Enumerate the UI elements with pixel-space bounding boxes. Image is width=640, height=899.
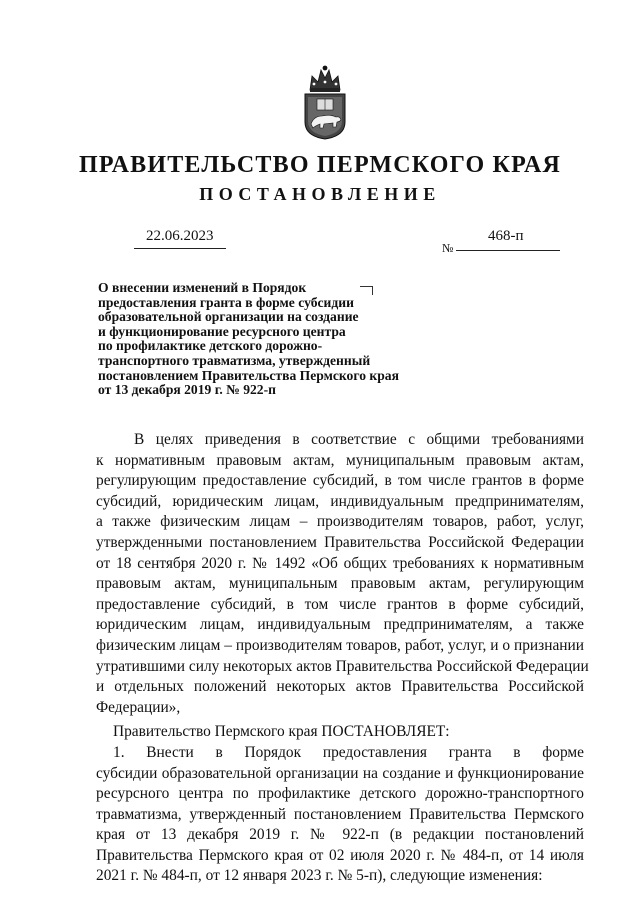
body-line: к нормативным правовым актам, муниципальным правовым актам,: [96, 451, 584, 469]
number-underline: [456, 250, 560, 251]
body-line: Федерации»,: [96, 698, 181, 716]
date-underline: [134, 248, 226, 249]
subject-line: от 13 декабря 2019 г. № 922-п: [98, 382, 276, 398]
resolution-statement: Правительство Пермского края ПОСТАНОВЛЯЕТ:: [113, 723, 450, 741]
body-line: 1. Внести в Порядок предоставления гранта в форме: [113, 743, 584, 761]
body-line: а также физическим лицам – производителям товаров, работ, услуг,: [96, 513, 584, 531]
body-line: правовым актам, муниципальным правовым актам, регулирующим: [96, 575, 584, 593]
body-line: от 18 сентября 2020 г. № 1492 «Об общих требованиях к нормативным: [96, 554, 584, 572]
document-type: ПОСТАНОВЛЕНИЕ: [199, 184, 441, 204]
perm-krai-coat-of-arms-icon: [302, 64, 348, 140]
subject-line: по профилактике детского дорожно-: [98, 338, 323, 354]
subject-corner-mark: [360, 286, 373, 295]
body-line: регулирующим предоставление субсидий, в том числе грантов в форме: [96, 472, 584, 490]
subject-line: и функционирование ресурсного центра: [98, 323, 346, 339]
document-date: 22.06.2023: [146, 228, 214, 244]
document-body: [96, 430, 589, 887]
body-line: субсидий, юридическим лицам, индивидуальным предпринимателям,: [96, 492, 584, 510]
body-line: юридическим лицам, индивидуальным предпринимателям, а также: [96, 616, 584, 634]
body-line: утвержденными постановлением Правительства Российской Федерации: [96, 533, 584, 551]
body-line: субсидии образовательной организации на создание и функционирование: [96, 764, 584, 782]
organization-title: ПРАВИТЕЛЬСТВО ПЕРМСКОГО КРАЯ: [78, 152, 562, 178]
body-line: предоставление субсидий, в том числе грантов в форме субсидий,: [96, 595, 584, 613]
preamble-paragraph: [96, 430, 589, 718]
body-line: ресурсного центра по профилактике детского дорожно-транспортного: [96, 785, 584, 803]
subject-line: образовательной организации на создание: [98, 309, 359, 325]
body-line: Правительства Пермского края от 02 июля 2020 г. № 484-п, от 14 июля: [96, 846, 584, 864]
body-line: утратившими силу некоторых актов Правительства Российской Федерации: [96, 657, 589, 675]
subject-line: постановлением Правительства Пермского края: [98, 367, 399, 383]
subject-line: транспортного травматизма, утвержденный: [98, 352, 371, 368]
body-line: и отдельных положений некоторых актов Правительства Российской: [96, 678, 584, 696]
body-line: 2021 г. № 484-п, от 12 января 2023 г. № 5-п), следующие изменения:: [96, 867, 543, 885]
body-line: травматизма, утвержденный постановлением Правительства Пермского: [96, 805, 584, 823]
item-1-paragraph: [96, 743, 584, 887]
body-line: края от 13 декабря 2019 г. № 922-п (в редакции постановлений: [96, 826, 584, 844]
document-number: 468-п: [488, 228, 524, 244]
subject-line: предоставления гранта в форме субсидии: [98, 294, 354, 310]
subject-line: О внесении изменений в Порядок: [98, 280, 307, 295]
number-sign: №: [442, 241, 454, 255]
body-line: физическим лицам – производителям товаров, работ, услуг, и о признании: [96, 636, 584, 654]
document-subject: [98, 281, 418, 398]
body-line: В целях приведения в соответствие с общими требованиями: [134, 431, 584, 448]
